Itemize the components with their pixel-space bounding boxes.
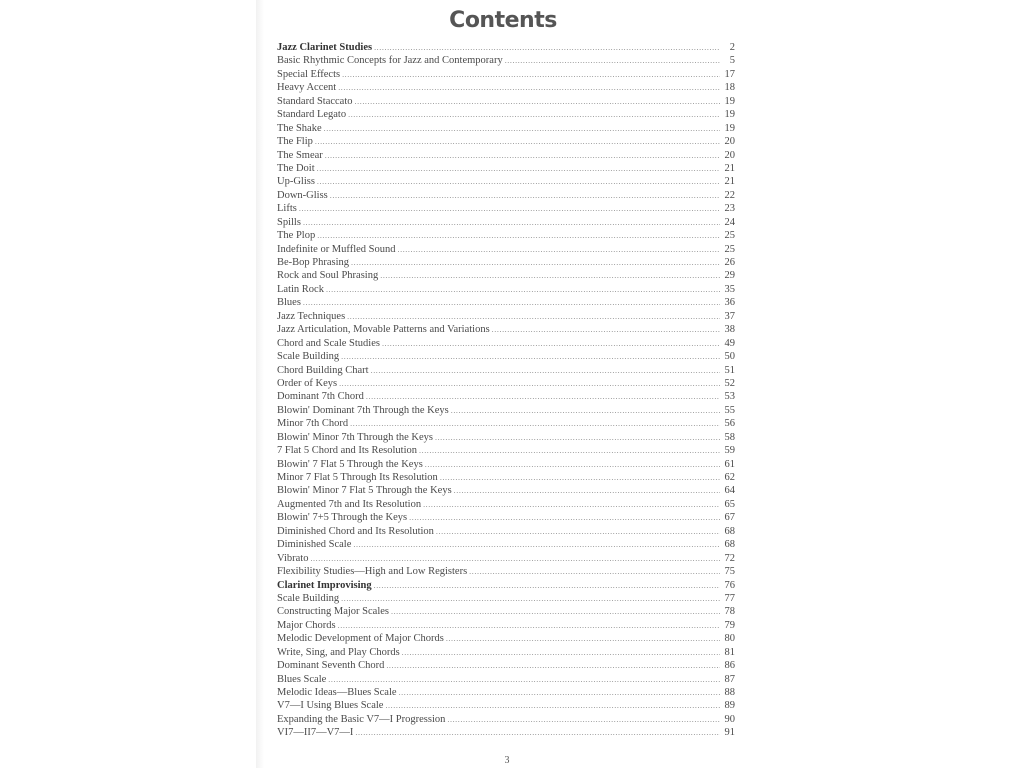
toc-entry-title: Indefinite or Muffled Sound bbox=[277, 243, 396, 255]
toc-entry-page-number: 68 bbox=[724, 525, 735, 537]
toc-entry-page-number: 90 bbox=[724, 713, 735, 725]
toc-dot-leader bbox=[366, 390, 720, 403]
toc-entry bbox=[277, 592, 735, 605]
toc-entry-title: Blowin' 7 Flat 5 Through the Keys bbox=[277, 458, 423, 470]
toc-entry-page-number: 18 bbox=[724, 82, 735, 94]
toc-entry-title: Lifts bbox=[277, 203, 297, 215]
toc-entry-title: Standard Staccato bbox=[277, 95, 353, 107]
toc-entry-title: Minor 7th Chord bbox=[277, 418, 349, 430]
toc-entry bbox=[277, 673, 735, 686]
toc-entry-title: Blues bbox=[277, 297, 301, 309]
toc-dot-leader bbox=[315, 135, 720, 148]
toc-dot-leader bbox=[469, 565, 720, 578]
toc-entry-page-number: 19 bbox=[724, 122, 735, 134]
toc-entry-title: Blowin' Minor 7 Flat 5 Through the Keys bbox=[277, 485, 452, 497]
toc-entry-page-number: 77 bbox=[724, 592, 735, 604]
toc-dot-leader bbox=[303, 296, 720, 309]
toc-entry-title: Dominant 7th Chord bbox=[277, 391, 364, 403]
toc-entry bbox=[277, 404, 735, 417]
toc-entry-page-number: 38 bbox=[724, 324, 735, 336]
toc-entry bbox=[277, 686, 735, 699]
toc-entry-title: Down-Gliss bbox=[277, 189, 328, 201]
toc-entry-page-number: 56 bbox=[724, 418, 735, 430]
toc-entry-page-number: 79 bbox=[724, 619, 735, 631]
toc-entry-page-number: 59 bbox=[724, 445, 735, 457]
toc-entry-page-number: 35 bbox=[724, 283, 735, 295]
toc-dot-leader bbox=[326, 283, 720, 296]
toc-dot-leader bbox=[425, 458, 720, 471]
toc-entry-page-number: 53 bbox=[724, 391, 735, 403]
table-of-contents bbox=[277, 41, 735, 740]
toc-dot-leader bbox=[446, 632, 720, 645]
toc-dot-leader bbox=[351, 256, 720, 269]
toc-entry-title: 7 Flat 5 Chord and Its Resolution bbox=[277, 445, 417, 457]
toc-dot-leader bbox=[386, 659, 720, 672]
toc-entry-page-number: 89 bbox=[724, 700, 735, 712]
toc-entry-title: Flexibility Studies—High and Low Registers bbox=[277, 566, 468, 578]
toc-dot-leader bbox=[447, 713, 720, 726]
toc-dot-leader bbox=[338, 619, 720, 632]
toc-entry-title: The Flip bbox=[277, 136, 313, 148]
toc-entry bbox=[277, 713, 735, 726]
page-gutter-shadow bbox=[256, 0, 264, 768]
toc-dot-leader bbox=[440, 471, 720, 484]
toc-section-heading bbox=[277, 41, 735, 54]
toc-dot-leader bbox=[385, 699, 720, 712]
toc-entry-title: Major Chords bbox=[277, 619, 336, 631]
toc-entry bbox=[277, 256, 735, 269]
toc-dot-leader bbox=[303, 216, 720, 229]
toc-entry-page-number: 26 bbox=[724, 257, 735, 268]
toc-entry-page-number: 50 bbox=[724, 351, 735, 363]
toc-entry-title: Jazz Techniques bbox=[277, 310, 346, 322]
toc-entry-page-number: 80 bbox=[724, 633, 735, 645]
toc-entry-page-number: 21 bbox=[724, 162, 735, 174]
toc-entry bbox=[277, 243, 735, 256]
toc-entry bbox=[277, 323, 735, 336]
toc-entry-title: Constructing Major Scales bbox=[277, 606, 389, 618]
toc-entry bbox=[277, 95, 735, 108]
toc-dot-leader bbox=[317, 175, 720, 188]
toc-entry-page-number: 29 bbox=[724, 270, 735, 282]
toc-entry bbox=[277, 149, 735, 162]
toc-entry bbox=[277, 81, 735, 94]
toc-dot-leader bbox=[339, 377, 720, 390]
toc-dot-leader bbox=[299, 202, 720, 215]
toc-entry bbox=[277, 162, 735, 175]
toc-dot-leader bbox=[505, 54, 720, 67]
toc-entry-page-number: 23 bbox=[724, 203, 735, 215]
toc-entry-title: Be-Bop Phrasing bbox=[277, 257, 350, 268]
toc-entry-title: Scale Building bbox=[277, 592, 340, 604]
toc-entry bbox=[277, 202, 735, 215]
toc-entry bbox=[277, 364, 735, 377]
toc-entry-title: Spills bbox=[277, 216, 301, 228]
toc-dot-leader bbox=[342, 68, 720, 81]
toc-entry-title: Jazz Articulation, Movable Patterns and Variations bbox=[277, 324, 490, 336]
toc-entry bbox=[277, 390, 735, 403]
toc-dot-leader bbox=[398, 243, 721, 256]
toc-entry-page-number: 64 bbox=[724, 485, 735, 497]
toc-entry-page-number: 19 bbox=[724, 95, 735, 107]
toc-entry-title: Blowin' Dominant 7th Through the Keys bbox=[277, 404, 449, 416]
toc-entry bbox=[277, 175, 735, 188]
toc-dot-leader bbox=[328, 673, 720, 686]
toc-entry bbox=[277, 605, 735, 618]
toc-entry bbox=[277, 632, 735, 645]
toc-entry bbox=[277, 565, 735, 578]
toc-entry-page-number: 87 bbox=[724, 673, 735, 685]
toc-dot-leader bbox=[355, 95, 720, 108]
page-number: 3 bbox=[504, 755, 510, 766]
toc-dot-leader bbox=[324, 122, 720, 135]
toc-dot-leader bbox=[348, 108, 720, 121]
toc-entry-page-number: 65 bbox=[724, 498, 735, 510]
toc-entry-title: Up-Gliss bbox=[277, 176, 315, 188]
toc-entry-title: Heavy Accent bbox=[277, 82, 337, 94]
toc-entry-page-number: 78 bbox=[724, 606, 735, 618]
toc-entry-page-number: 86 bbox=[724, 660, 735, 672]
toc-entry-title: The Smear bbox=[277, 149, 323, 161]
toc-entry-page-number: 20 bbox=[724, 136, 735, 148]
toc-entry-page-number: 68 bbox=[724, 539, 735, 551]
toc-entry bbox=[277, 726, 735, 739]
toc-entry-title: Melodic Ideas—Blues Scale bbox=[277, 687, 397, 698]
toc-entry-title: Clarinet Improvising bbox=[277, 579, 372, 591]
toc-entry bbox=[277, 552, 735, 565]
toc-dot-leader bbox=[374, 41, 720, 54]
toc-section-heading bbox=[277, 579, 735, 592]
toc-dot-leader bbox=[310, 552, 720, 565]
toc-entry bbox=[277, 189, 735, 202]
toc-entry-title: Minor 7 Flat 5 Through Its Resolution bbox=[277, 472, 438, 483]
toc-entry bbox=[277, 659, 735, 672]
toc-entry bbox=[277, 511, 735, 524]
toc-entry-title: Chord Building Chart bbox=[277, 364, 369, 376]
toc-entry-title: Blowin' 7+5 Through the Keys bbox=[277, 512, 408, 524]
toc-entry bbox=[277, 377, 735, 390]
toc-entry-page-number: 25 bbox=[724, 243, 735, 255]
toc-entry-title: Basic Rhythmic Concepts for Jazz and Contemporary bbox=[277, 55, 503, 67]
toc-dot-leader bbox=[391, 605, 720, 618]
toc-entry-page-number: 25 bbox=[724, 230, 735, 242]
toc-entry-title: Augmented 7th and Its Resolution bbox=[277, 498, 422, 510]
toc-entry-page-number: 88 bbox=[724, 687, 735, 698]
toc-dot-leader bbox=[402, 646, 720, 659]
toc-entry-title: Rock and Soul Phrasing bbox=[277, 270, 379, 282]
toc-dot-leader bbox=[399, 686, 720, 699]
toc-entry-title: Diminished Chord and Its Resolution bbox=[277, 525, 434, 537]
toc-dot-leader bbox=[382, 337, 720, 350]
toc-dot-leader bbox=[341, 592, 720, 605]
toc-dot-leader bbox=[374, 579, 720, 592]
toc-entry-page-number: 24 bbox=[724, 216, 735, 228]
toc-entry bbox=[277, 54, 735, 67]
toc-entry-page-number: 76 bbox=[724, 579, 735, 591]
toc-dot-leader bbox=[317, 229, 720, 242]
toc-dot-leader bbox=[353, 538, 720, 551]
toc-entry-title: The Shake bbox=[277, 122, 322, 134]
toc-entry-title: Expanding the Basic V7—I Progression bbox=[277, 713, 446, 725]
toc-entry-page-number: 52 bbox=[724, 377, 735, 389]
toc-entry-page-number: 51 bbox=[724, 364, 735, 376]
toc-entry-title: Order of Keys bbox=[277, 377, 338, 389]
toc-entry-page-number: 58 bbox=[724, 431, 735, 443]
toc-entry-page-number: 72 bbox=[724, 552, 735, 564]
toc-dot-leader bbox=[330, 189, 720, 202]
toc-entry-title: Blues Scale bbox=[277, 673, 327, 685]
toc-entry-page-number: 21 bbox=[724, 176, 735, 188]
toc-entry bbox=[277, 458, 735, 471]
toc-entry-page-number: 36 bbox=[724, 297, 735, 309]
toc-entry-title: V7—I Using Blues Scale bbox=[277, 700, 384, 712]
toc-dot-leader bbox=[347, 310, 720, 323]
toc-dot-leader bbox=[454, 484, 720, 497]
toc-entry-title: Chord and Scale Studies bbox=[277, 337, 380, 349]
toc-dot-leader bbox=[436, 525, 720, 538]
toc-entry-page-number: 5 bbox=[729, 55, 735, 67]
toc-entry-page-number: 61 bbox=[724, 458, 735, 470]
toc-entry-title: Special Effects bbox=[277, 68, 341, 80]
toc-entry-page-number: 19 bbox=[724, 109, 735, 121]
toc-entry-page-number: 17 bbox=[724, 68, 735, 80]
toc-dot-leader bbox=[423, 498, 720, 511]
toc-entry bbox=[277, 108, 735, 121]
toc-entry-page-number: 91 bbox=[724, 727, 735, 739]
toc-entry bbox=[277, 122, 735, 135]
toc-entry-title: Melodic Development of Major Chords bbox=[277, 633, 444, 645]
toc-entry-title: Jazz Clarinet Studies bbox=[277, 42, 373, 53]
toc-entry-page-number: 37 bbox=[724, 310, 735, 322]
toc-dot-leader bbox=[451, 404, 720, 417]
toc-entry bbox=[277, 484, 735, 497]
toc-dot-leader bbox=[380, 269, 720, 282]
toc-entry bbox=[277, 337, 735, 350]
toc-entry-title: Vibrato bbox=[277, 552, 309, 564]
toc-entry-page-number: 22 bbox=[724, 189, 735, 201]
toc-entry-title: VI7—II7—V7—I bbox=[277, 727, 354, 739]
toc-entry-title: Latin Rock bbox=[277, 283, 324, 295]
toc-entry-title: The Doit bbox=[277, 162, 315, 174]
toc-entry bbox=[277, 283, 735, 296]
toc-dot-leader bbox=[419, 444, 720, 457]
toc-dot-leader bbox=[355, 726, 720, 739]
toc-entry-page-number: 55 bbox=[724, 404, 735, 416]
page-title: Contents bbox=[449, 8, 557, 33]
toc-entry bbox=[277, 444, 735, 457]
toc-entry bbox=[277, 646, 735, 659]
toc-entry bbox=[277, 310, 735, 323]
toc-entry bbox=[277, 538, 735, 551]
toc-entry bbox=[277, 471, 735, 484]
toc-entry bbox=[277, 525, 735, 538]
toc-entry bbox=[277, 431, 735, 444]
toc-entry-page-number: 67 bbox=[724, 512, 735, 524]
toc-entry-page-number: 81 bbox=[724, 646, 735, 658]
toc-entry bbox=[277, 498, 735, 511]
toc-entry-title: Scale Building bbox=[277, 351, 340, 363]
toc-entry bbox=[277, 216, 735, 229]
toc-dot-leader bbox=[371, 364, 720, 377]
toc-entry bbox=[277, 229, 735, 242]
toc-entry-title: Write, Sing, and Play Chords bbox=[277, 646, 400, 658]
toc-dot-leader bbox=[325, 149, 720, 162]
toc-entry-page-number: 49 bbox=[724, 337, 735, 349]
toc-entry-title: Diminished Scale bbox=[277, 539, 352, 551]
toc-dot-leader bbox=[492, 323, 720, 336]
toc-entry-page-number: 20 bbox=[724, 149, 735, 161]
toc-entry-title: The Plop bbox=[277, 230, 316, 242]
toc-dot-leader bbox=[350, 417, 720, 430]
toc-dot-leader bbox=[317, 162, 720, 175]
toc-entry bbox=[277, 619, 735, 632]
toc-entry bbox=[277, 68, 735, 81]
toc-entry bbox=[277, 350, 735, 363]
toc-entry-title: Blowin' Minor 7th Through the Keys bbox=[277, 431, 433, 443]
toc-entry bbox=[277, 269, 735, 282]
toc-entry bbox=[277, 417, 735, 430]
toc-entry-page-number: 75 bbox=[724, 566, 735, 578]
toc-entry-page-number: 62 bbox=[724, 472, 735, 483]
toc-dot-leader bbox=[435, 431, 720, 444]
toc-dot-leader bbox=[409, 511, 720, 524]
toc-entry bbox=[277, 699, 735, 712]
toc-dot-leader bbox=[338, 81, 720, 94]
toc-entry bbox=[277, 135, 735, 148]
toc-dot-leader bbox=[341, 350, 720, 363]
toc-entry-title: Dominant Seventh Chord bbox=[277, 660, 385, 672]
toc-entry bbox=[277, 296, 735, 309]
toc-entry-title: Standard Legato bbox=[277, 109, 347, 121]
toc-entry-page-number: 2 bbox=[729, 42, 735, 53]
